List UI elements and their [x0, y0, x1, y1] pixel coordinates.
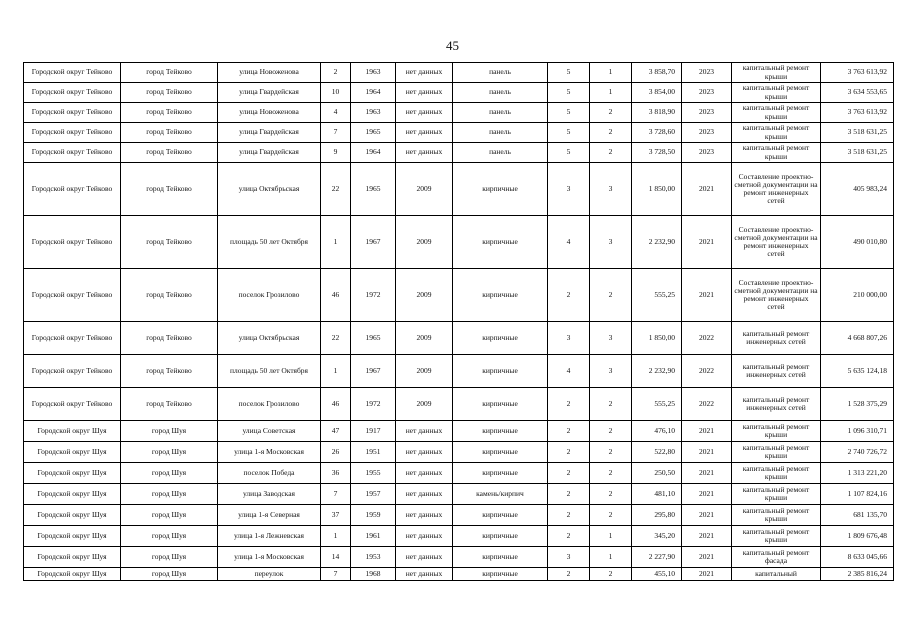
entrances-cell: 2 [590, 143, 632, 163]
table-row [24, 83, 894, 103]
street-cell: улица Октябрьская [218, 163, 321, 216]
floors-cell: 2 [548, 505, 590, 526]
wall-material-cell: кирпичные [453, 568, 548, 581]
house-number-cell: 7 [321, 484, 351, 505]
entrances-cell: 3 [590, 322, 632, 355]
area-cell: 555,25 [632, 269, 682, 322]
floors-cell: 2 [548, 463, 590, 484]
reconstruction-year-cell: нет данных [396, 421, 453, 442]
entrances-cell: 1 [590, 547, 632, 568]
area-cell: 1 850,00 [632, 322, 682, 355]
street-cell: поселок Грозилово [218, 388, 321, 421]
area-cell: 345,20 [632, 526, 682, 547]
reconstruction-year-cell: нет данных [396, 143, 453, 163]
area-cell: 3 858,70 [632, 63, 682, 83]
plan-year-cell: 2023 [682, 103, 732, 123]
build-year-cell: 1959 [351, 505, 396, 526]
build-year-cell: 1964 [351, 83, 396, 103]
reconstruction-year-cell: нет данных [396, 103, 453, 123]
work-type-cell: капитальный ремонт инженерных сетей [732, 322, 821, 355]
settlement-cell: город Шуя [121, 442, 218, 463]
wall-material-cell: кирпичные [453, 388, 548, 421]
street-cell: улица 1-я Северная [218, 505, 321, 526]
floors-cell: 5 [548, 63, 590, 83]
house-number-cell: 22 [321, 322, 351, 355]
table-row [24, 143, 894, 163]
table-row [24, 484, 894, 505]
house-number-cell: 2 [321, 63, 351, 83]
settlement-cell: город Тейково [121, 269, 218, 322]
entrances-cell: 1 [590, 526, 632, 547]
floors-cell: 5 [548, 123, 590, 143]
work-type-cell: капитальный ремонт крыши [732, 103, 821, 123]
house-number-cell: 1 [321, 526, 351, 547]
build-year-cell: 1965 [351, 123, 396, 143]
house-number-cell: 22 [321, 163, 351, 216]
plan-year-cell: 2021 [682, 442, 732, 463]
house-number-cell: 14 [321, 547, 351, 568]
build-year-cell: 1953 [351, 547, 396, 568]
reconstruction-year-cell: 2009 [396, 163, 453, 216]
reconstruction-year-cell: 2009 [396, 322, 453, 355]
entrances-cell: 3 [590, 163, 632, 216]
table-row [24, 269, 894, 322]
cost-cell: 1 313 221,20 [821, 463, 894, 484]
plan-year-cell: 2022 [682, 355, 732, 388]
house-number-cell: 46 [321, 269, 351, 322]
table-row [24, 388, 894, 421]
entrances-cell: 1 [590, 63, 632, 83]
street-cell: улица Гвардейская [218, 83, 321, 103]
municipality-cell: Городской округ Шуя [24, 547, 121, 568]
plan-year-cell: 2022 [682, 322, 732, 355]
area-cell: 3 818,90 [632, 103, 682, 123]
settlement-cell: город Шуя [121, 526, 218, 547]
plan-year-cell: 2021 [682, 505, 732, 526]
cost-cell: 8 633 045,66 [821, 547, 894, 568]
municipality-cell: Городской округ Тейково [24, 143, 121, 163]
street-cell: улица Новоженова [218, 63, 321, 83]
settlement-cell: город Шуя [121, 547, 218, 568]
work-type-cell: Составление проектно-сметной документации на ремонт инженерных сетей [732, 269, 821, 322]
reconstruction-year-cell: нет данных [396, 83, 453, 103]
work-type-cell: капитальный ремонт крыши [732, 526, 821, 547]
cost-cell: 3 763 613,92 [821, 103, 894, 123]
municipality-cell: Городской округ Тейково [24, 103, 121, 123]
entrances-cell: 2 [590, 123, 632, 143]
cost-cell: 681 135,70 [821, 505, 894, 526]
build-year-cell: 1963 [351, 103, 396, 123]
entrances-cell: 3 [590, 355, 632, 388]
floors-cell: 2 [548, 388, 590, 421]
floors-cell: 3 [548, 163, 590, 216]
municipality-cell: Городской округ Тейково [24, 63, 121, 83]
street-cell: улица Гвардейская [218, 123, 321, 143]
table-row [24, 103, 894, 123]
plan-year-cell: 2023 [682, 83, 732, 103]
municipality-cell: Городской округ Тейково [24, 322, 121, 355]
plan-year-cell: 2021 [682, 269, 732, 322]
street-cell: улица Новоженова [218, 103, 321, 123]
house-number-cell: 47 [321, 421, 351, 442]
entrances-cell: 2 [590, 484, 632, 505]
entrances-cell: 2 [590, 463, 632, 484]
work-type-cell: капитальный ремонт крыши [732, 463, 821, 484]
area-cell: 476,10 [632, 421, 682, 442]
work-type-cell: капитальный ремонт крыши [732, 505, 821, 526]
street-cell: поселок Победа [218, 463, 321, 484]
municipality-cell: Городской округ Тейково [24, 123, 121, 143]
settlement-cell: город Шуя [121, 463, 218, 484]
reconstruction-year-cell: нет данных [396, 463, 453, 484]
wall-material-cell: кирпичные [453, 547, 548, 568]
build-year-cell: 1967 [351, 216, 396, 269]
house-number-cell: 4 [321, 103, 351, 123]
work-type-cell: капитальный [732, 568, 821, 581]
cost-cell: 1 809 676,48 [821, 526, 894, 547]
municipality-cell: Городской округ Тейково [24, 355, 121, 388]
municipality-cell: Городской округ Шуя [24, 568, 121, 581]
table-row [24, 355, 894, 388]
settlement-cell: город Шуя [121, 484, 218, 505]
floors-cell: 2 [548, 442, 590, 463]
work-type-cell: капитальный ремонт крыши [732, 123, 821, 143]
wall-material-cell: кирпичные [453, 216, 548, 269]
area-cell: 555,25 [632, 388, 682, 421]
area-cell: 2 227,90 [632, 547, 682, 568]
table-row [24, 421, 894, 442]
reconstruction-year-cell: 2009 [396, 355, 453, 388]
reconstruction-year-cell: нет данных [396, 123, 453, 143]
build-year-cell: 1967 [351, 355, 396, 388]
work-type-cell: капитальный ремонт фасада [732, 547, 821, 568]
table-row [24, 463, 894, 484]
table-row [24, 568, 894, 581]
wall-material-cell: кирпичные [453, 269, 548, 322]
plan-year-cell: 2021 [682, 421, 732, 442]
street-cell: улица Заводская [218, 484, 321, 505]
floors-cell: 5 [548, 83, 590, 103]
work-type-cell: капитальный ремонт крыши [732, 63, 821, 83]
wall-material-cell: панель [453, 123, 548, 143]
work-type-cell: капитальный ремонт крыши [732, 484, 821, 505]
municipality-cell: Городской округ Шуя [24, 442, 121, 463]
cost-cell: 5 635 124,18 [821, 355, 894, 388]
plan-year-cell: 2021 [682, 547, 732, 568]
house-number-cell: 1 [321, 355, 351, 388]
cost-cell: 3 518 631,25 [821, 123, 894, 143]
street-cell: улица Октябрьская [218, 322, 321, 355]
page-number: 45 [446, 38, 459, 53]
plan-year-cell: 2023 [682, 143, 732, 163]
cost-cell: 3 634 553,65 [821, 83, 894, 103]
entrances-cell: 2 [590, 269, 632, 322]
floors-cell: 2 [548, 568, 590, 581]
reconstruction-year-cell: нет данных [396, 547, 453, 568]
build-year-cell: 1951 [351, 442, 396, 463]
entrances-cell: 2 [590, 103, 632, 123]
house-number-cell: 1 [321, 216, 351, 269]
wall-material-cell: панель [453, 143, 548, 163]
reconstruction-year-cell: нет данных [396, 63, 453, 83]
settlement-cell: город Тейково [121, 83, 218, 103]
entrances-cell: 2 [590, 442, 632, 463]
municipality-cell: Городской округ Тейково [24, 163, 121, 216]
reconstruction-year-cell: нет данных [396, 568, 453, 581]
entrances-cell: 2 [590, 421, 632, 442]
settlement-cell: город Тейково [121, 143, 218, 163]
municipality-cell: Городской округ Шуя [24, 505, 121, 526]
area-cell: 522,80 [632, 442, 682, 463]
entrances-cell: 1 [590, 83, 632, 103]
settlement-cell: город Шуя [121, 421, 218, 442]
floors-cell: 4 [548, 355, 590, 388]
settlement-cell: город Тейково [121, 63, 218, 83]
floors-cell: 2 [548, 269, 590, 322]
house-number-cell: 9 [321, 143, 351, 163]
reconstruction-year-cell: нет данных [396, 484, 453, 505]
floors-cell: 5 [548, 103, 590, 123]
street-cell: площадь 50 лет Октября [218, 216, 321, 269]
entrances-cell: 3 [590, 216, 632, 269]
table-row [24, 442, 894, 463]
house-number-cell: 36 [321, 463, 351, 484]
table-row [24, 163, 894, 216]
wall-material-cell: панель [453, 63, 548, 83]
plan-year-cell: 2023 [682, 123, 732, 143]
table-row [24, 123, 894, 143]
settlement-cell: город Тейково [121, 123, 218, 143]
municipality-cell: Городской округ Шуя [24, 421, 121, 442]
wall-material-cell: кирпичные [453, 322, 548, 355]
cost-cell: 3 763 613,92 [821, 63, 894, 83]
area-cell: 295,80 [632, 505, 682, 526]
floors-cell: 4 [548, 216, 590, 269]
settlement-cell: город Шуя [121, 505, 218, 526]
settlement-cell: город Шуя [121, 568, 218, 581]
build-year-cell: 1963 [351, 63, 396, 83]
wall-material-cell: кирпичные [453, 463, 548, 484]
wall-material-cell: кирпичные [453, 421, 548, 442]
wall-material-cell: кирпичные [453, 505, 548, 526]
cost-cell: 2 385 816,24 [821, 568, 894, 581]
municipality-cell: Городской округ Шуя [24, 463, 121, 484]
cost-cell: 210 000,00 [821, 269, 894, 322]
floors-cell: 2 [548, 421, 590, 442]
cost-cell: 490 010,80 [821, 216, 894, 269]
work-type-cell: капитальный ремонт крыши [732, 143, 821, 163]
municipality-cell: Городской округ Шуя [24, 484, 121, 505]
build-year-cell: 1968 [351, 568, 396, 581]
house-number-cell: 26 [321, 442, 351, 463]
area-cell: 455,10 [632, 568, 682, 581]
build-year-cell: 1964 [351, 143, 396, 163]
table-row [24, 322, 894, 355]
work-type-cell: Составление проектно-сметной документации на ремонт инженерных сетей [732, 216, 821, 269]
area-cell: 1 850,00 [632, 163, 682, 216]
wall-material-cell: панель [453, 83, 548, 103]
settlement-cell: город Тейково [121, 355, 218, 388]
wall-material-cell: панель [453, 103, 548, 123]
entrances-cell: 2 [590, 505, 632, 526]
floors-cell: 3 [548, 322, 590, 355]
cost-cell: 405 983,24 [821, 163, 894, 216]
table-row [24, 505, 894, 526]
municipality-cell: Городской округ Шуя [24, 526, 121, 547]
cost-cell: 3 518 631,25 [821, 143, 894, 163]
entrances-cell: 2 [590, 388, 632, 421]
wall-material-cell: кирпичные [453, 355, 548, 388]
street-cell: переулок [218, 568, 321, 581]
reconstruction-year-cell: 2009 [396, 216, 453, 269]
wall-material-cell: камень/кирпич [453, 484, 548, 505]
settlement-cell: город Тейково [121, 322, 218, 355]
reconstruction-year-cell: нет данных [396, 505, 453, 526]
table-row [24, 216, 894, 269]
wall-material-cell: кирпичные [453, 442, 548, 463]
house-number-cell: 7 [321, 568, 351, 581]
settlement-cell: город Тейково [121, 216, 218, 269]
build-year-cell: 1965 [351, 322, 396, 355]
entrances-cell: 2 [590, 568, 632, 581]
wall-material-cell: кирпичные [453, 163, 548, 216]
plan-year-cell: 2022 [682, 388, 732, 421]
floors-cell: 5 [548, 143, 590, 163]
cost-cell: 1 107 824,16 [821, 484, 894, 505]
plan-year-cell: 2021 [682, 484, 732, 505]
municipality-cell: Городской округ Тейково [24, 269, 121, 322]
wall-material-cell: кирпичные [453, 526, 548, 547]
municipality-cell: Городской округ Тейково [24, 83, 121, 103]
street-cell: поселок Грозилово [218, 269, 321, 322]
settlement-cell: город Тейково [121, 388, 218, 421]
area-cell: 481,10 [632, 484, 682, 505]
area-cell: 3 728,50 [632, 143, 682, 163]
house-number-cell: 10 [321, 83, 351, 103]
reconstruction-year-cell: 2009 [396, 388, 453, 421]
house-number-cell: 7 [321, 123, 351, 143]
plan-year-cell: 2021 [682, 163, 732, 216]
plan-year-cell: 2021 [682, 216, 732, 269]
area-cell: 3 728,60 [632, 123, 682, 143]
municipality-cell: Городской округ Тейково [24, 216, 121, 269]
area-cell: 2 232,90 [632, 355, 682, 388]
street-cell: улица 1-я Московская [218, 547, 321, 568]
build-year-cell: 1961 [351, 526, 396, 547]
area-cell: 2 232,90 [632, 216, 682, 269]
work-type-cell: капитальный ремонт инженерных сетей [732, 355, 821, 388]
work-type-cell: Составление проектно-сметной документации на ремонт инженерных сетей [732, 163, 821, 216]
plan-year-cell: 2021 [682, 568, 732, 581]
work-type-cell: капитальный ремонт инженерных сетей [732, 388, 821, 421]
reconstruction-year-cell: нет данных [396, 442, 453, 463]
build-year-cell: 1957 [351, 484, 396, 505]
table-row [24, 547, 894, 568]
area-cell: 3 854,00 [632, 83, 682, 103]
build-year-cell: 1955 [351, 463, 396, 484]
cost-cell: 4 668 807,26 [821, 322, 894, 355]
house-number-cell: 46 [321, 388, 351, 421]
settlement-cell: город Тейково [121, 163, 218, 216]
table-row [24, 526, 894, 547]
build-year-cell: 1972 [351, 388, 396, 421]
plan-year-cell: 2021 [682, 526, 732, 547]
street-cell: улица 1-я Московская [218, 442, 321, 463]
street-cell: площадь 50 лет Октября [218, 355, 321, 388]
cost-cell: 1 096 310,71 [821, 421, 894, 442]
plan-year-cell: 2021 [682, 463, 732, 484]
work-type-cell: капитальный ремонт крыши [732, 83, 821, 103]
reconstruction-year-cell: нет данных [396, 526, 453, 547]
municipality-cell: Городской округ Тейково [24, 388, 121, 421]
area-cell: 250,50 [632, 463, 682, 484]
floors-cell: 3 [548, 547, 590, 568]
house-number-cell: 37 [321, 505, 351, 526]
street-cell: улица 1-я Лежневская [218, 526, 321, 547]
plan-year-cell: 2023 [682, 63, 732, 83]
build-year-cell: 1917 [351, 421, 396, 442]
street-cell: улица Советская [218, 421, 321, 442]
street-cell: улица Гвардейская [218, 143, 321, 163]
work-type-cell: капитальный ремонт крыши [732, 421, 821, 442]
cost-cell: 2 740 726,72 [821, 442, 894, 463]
cost-cell: 1 528 375,29 [821, 388, 894, 421]
reconstruction-year-cell: 2009 [396, 269, 453, 322]
build-year-cell: 1965 [351, 163, 396, 216]
floors-cell: 2 [548, 526, 590, 547]
housing-repair-table [23, 62, 894, 581]
settlement-cell: город Тейково [121, 103, 218, 123]
build-year-cell: 1972 [351, 269, 396, 322]
table-row [24, 63, 894, 83]
work-type-cell: капитальный ремонт крыши [732, 442, 821, 463]
floors-cell: 2 [548, 484, 590, 505]
